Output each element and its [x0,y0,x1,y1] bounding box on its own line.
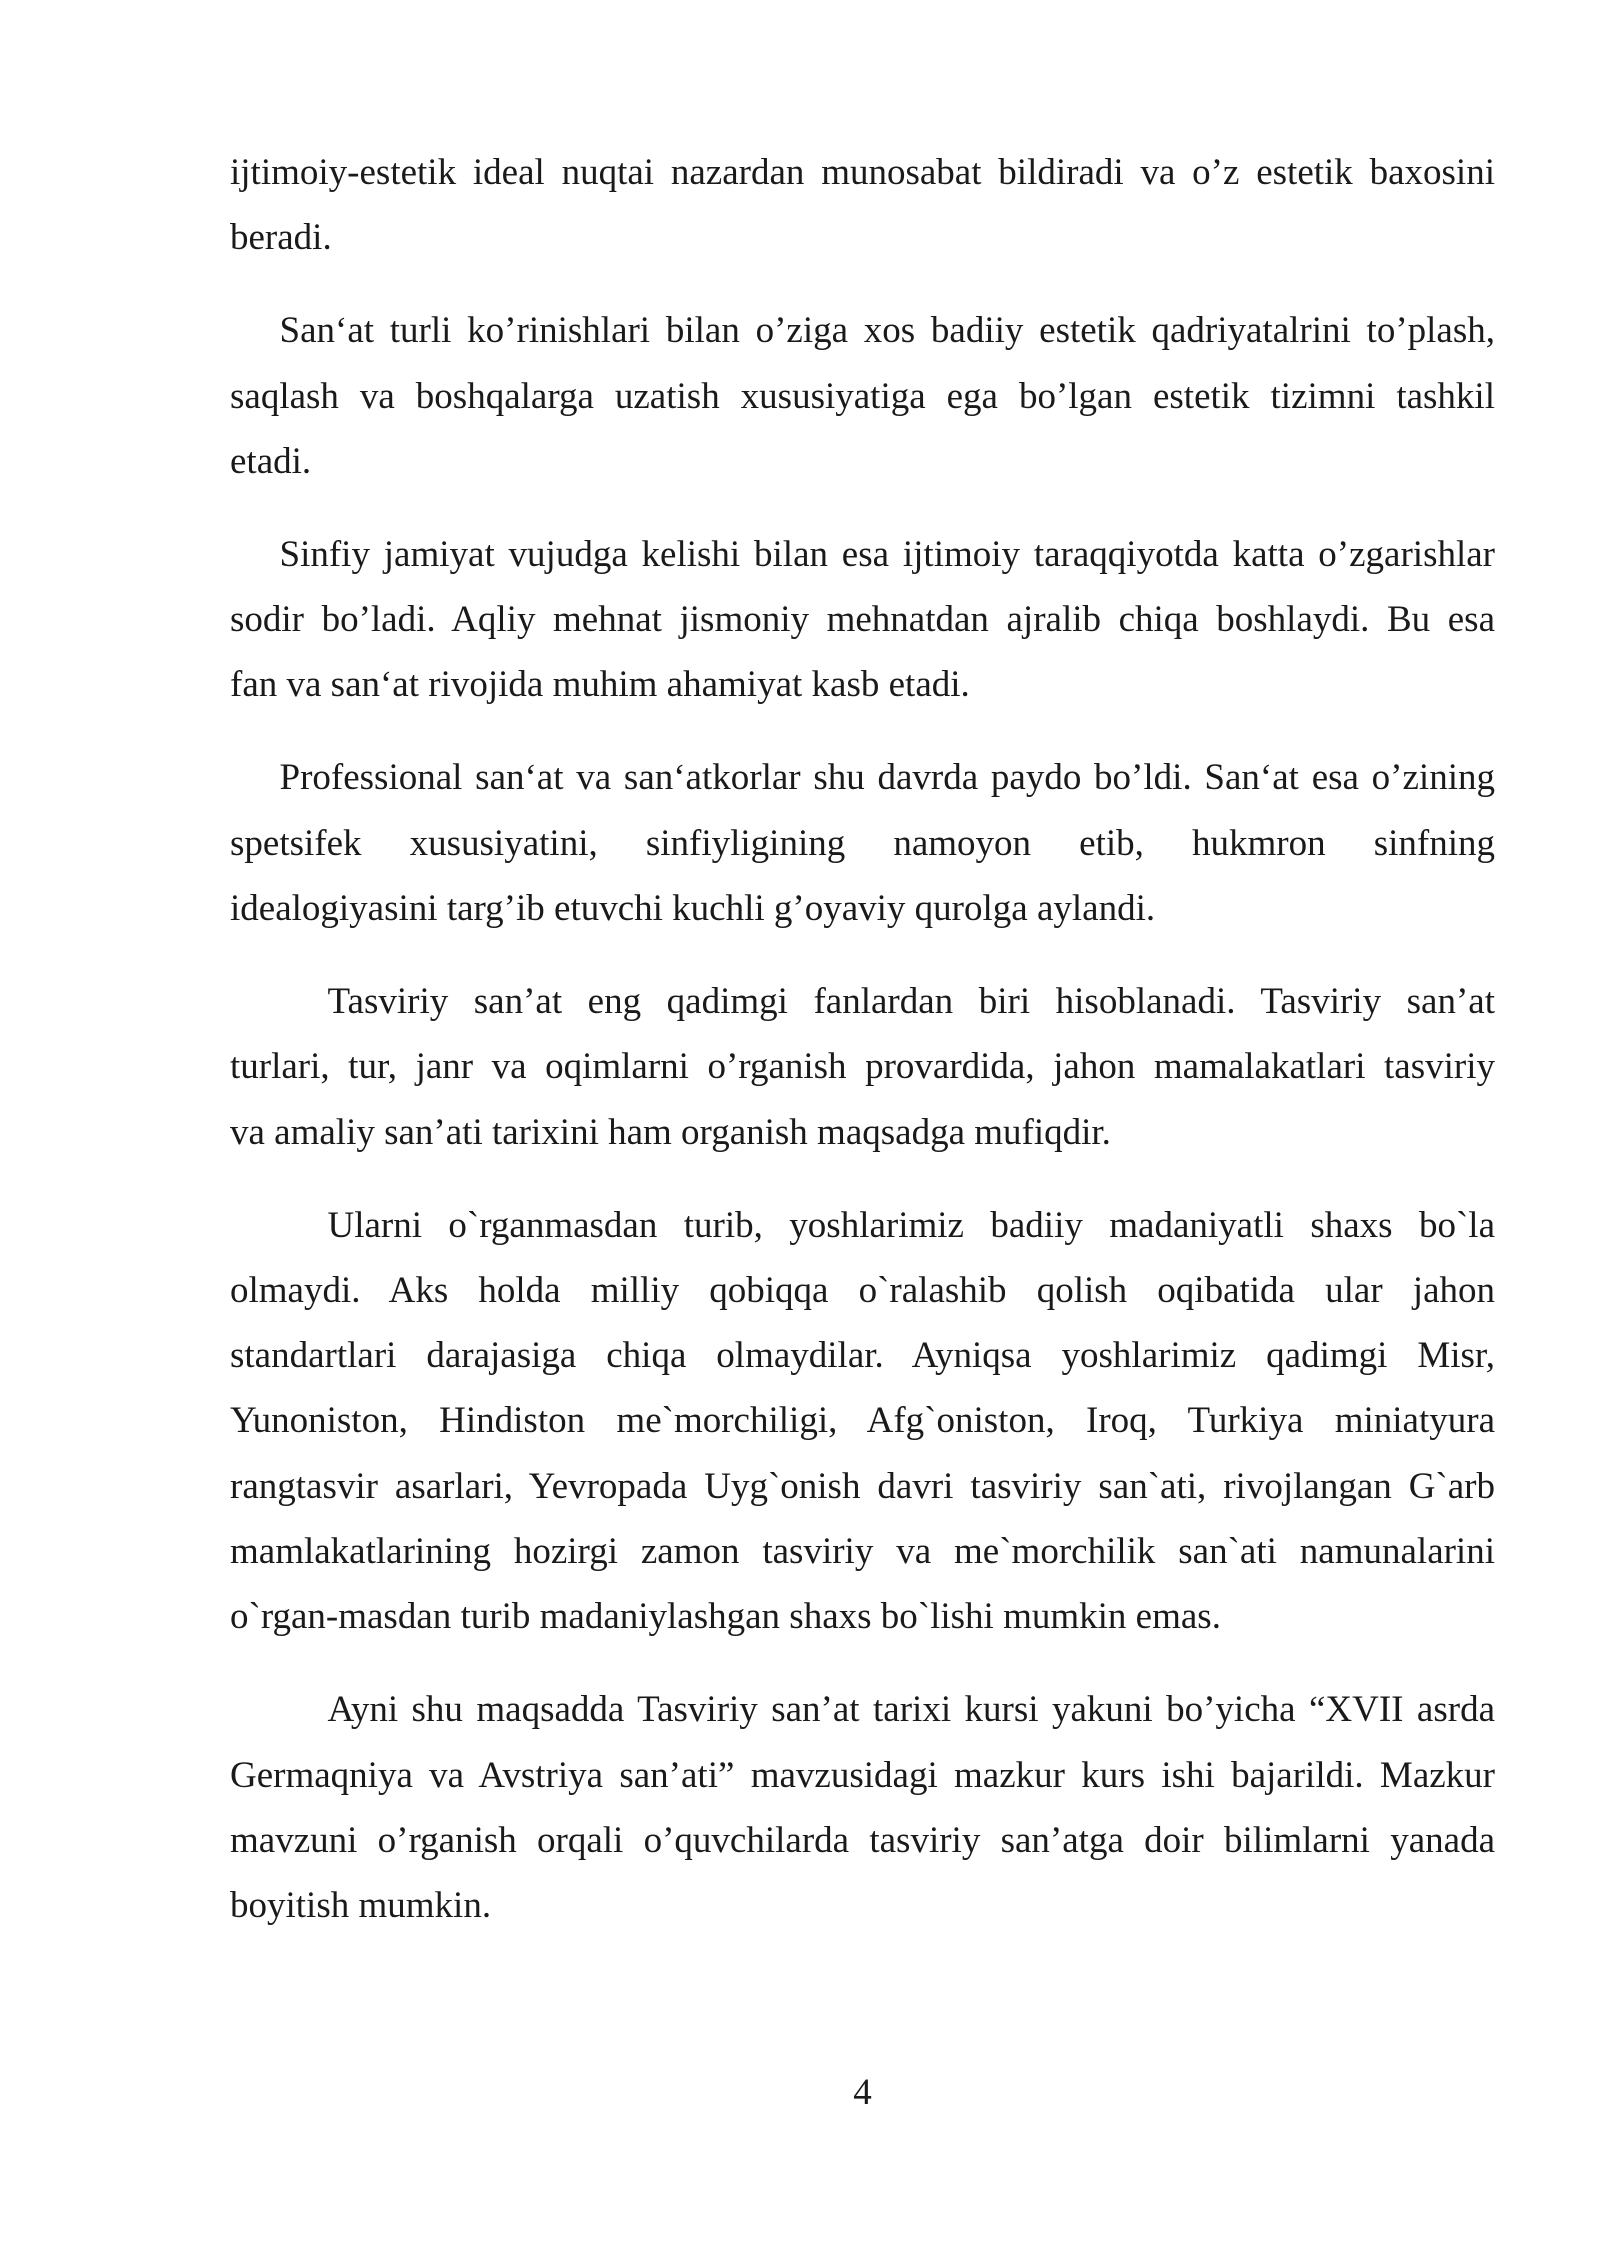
paragraph [230,1677,1495,1938]
text-line: etadi. [230,440,312,482]
text-line: ijtimoiy-estetik ideal nuqtai nazardan munosabat bildiradi va o’z estetik baxosini [230,152,1495,193]
text-line: va amaliy san’ati tarixini ham organish maqsadga mufiqdir. [230,1111,1111,1153]
paragraph [230,140,1495,271]
text-line: Yunoniston, Hindiston me`morchiligi, Afg`oniston, Iroq, Turkiya miniatyura [230,1400,1495,1442]
text-line: Tasviriy san’at eng qadimgi fanlardan biri hisoblanadi. Tasviriy san’at [327,981,1495,1023]
body-text [230,140,1495,1966]
paragraph [230,1193,1495,1650]
text-line: sodir bo’ladi. Aqliy mehnat jismoniy mehnatdan ajralib chiqa boshlaydi. Bu esa [230,599,1495,641]
text-line: mavzuni o’rganish orqali o’quvchilarda tasviriy san’atga doir bilimlarni yanada [230,1819,1495,1861]
text-line: fan va san‘at rivojida muhim ahamiyat kasb etadi. [230,664,970,706]
text-line: beradi. [230,217,332,259]
text-line: o`rgan-masdan turib madaniylashgan shaxs bo`lishi mumkin emas. [230,1596,1221,1638]
paragraph [230,522,1495,718]
text-line: Professional san‘at va san‘atkorlar shu davrda paydo bo’ldi. San‘at esa o’zining [279,757,1495,799]
page-number: 4 [853,2072,872,2113]
text-line: Ularni o`rganmasdan turib, yoshlarimiz badiiy madaniyatli shaxs bo`la [327,1204,1495,1246]
paragraph [230,745,1495,941]
text-line: rangtasvir asarlari, Yevropada Uyg`onish davri tasviriy san`ati, rivojlangan G`arb [230,1465,1495,1507]
text-line: mamlakatlarining hozirgi zamon tasviriy va me`morchilik san`ati namunalarini [230,1531,1495,1573]
text-line: Germaqniya va Avstriya san’ati” mavzusidagi mazkur kurs ishi bajarildi. Mazkur [230,1754,1495,1796]
text-line: Sinfiy jamiyat vujudga kelishi bilan esa ijtimoiy taraqqiyotda katta o’zgarishlar [279,533,1495,575]
text-line: standartlari darajasiga chiqa olmaydilar. Ayniqsa yoshlarimiz qadimgi Misr, [230,1335,1495,1377]
text-line: boyitish mumkin. [230,1885,492,1927]
text-line: olmaydi. Aks holda milliy qobiqqa o`ralashib qolish oqibatida ular jahon [230,1269,1495,1311]
paragraph [230,969,1495,1165]
text-line: turlari, tur, janr va oqimlarni o’rganish provardida, jahon mamalakatlari tasviriy [230,1046,1495,1088]
text-line: Ayni shu maqsadda Tasviriy san’at tarixi kursi yakuni bo’yicha “XVII asrda [327,1689,1495,1731]
text-line: San‘at turli ko’rinishlari bilan o’ziga xos badiiy estetik qadriyatalrini to’plash, [279,310,1495,352]
paragraph [230,298,1495,494]
text-line: idealogiyasini targ’ib etuvchi kuchli g’oyaviy qurolga aylandi. [230,888,1156,930]
text-line: saqlash va boshqalarga uzatish xususiyatiga ega bo’lgan estetik tizimni tashkil [230,375,1495,417]
text-line: spetsifek xususiyatini, sinfiyligining namoyon etib, hukmron sinfning [230,822,1495,864]
